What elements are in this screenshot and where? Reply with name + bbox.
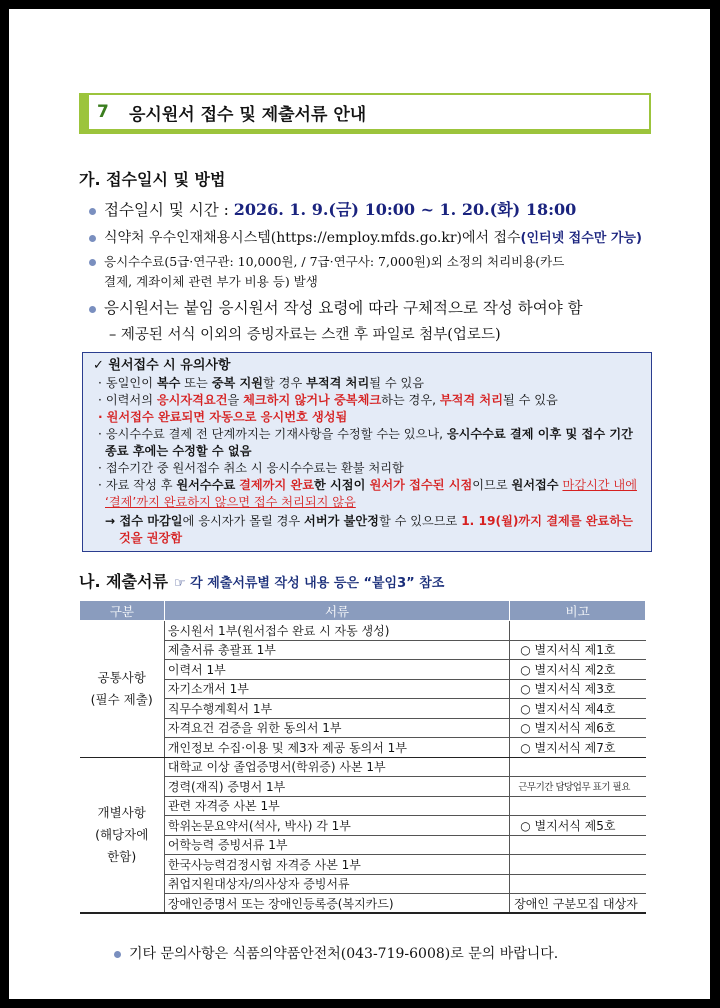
system-note: (인터넷 접수만 가능): [520, 231, 642, 246]
system-text: 식약처 우수인재채용시스템(https://employ.mfds.go.kr)에서 접수: [104, 230, 521, 246]
document-page: [9, 9, 710, 999]
bullet-dot-icon: [89, 235, 96, 242]
section-header: [79, 93, 651, 134]
part-a-heading: 가. 접수일시 및 방법: [79, 170, 226, 189]
form-text: 응시원서는 붙임 응시원서 작성 요령에 따라 구체적으로 작성 하여야 함: [104, 299, 583, 317]
datetime-label: 접수일시 및 시간 :: [104, 201, 234, 219]
evidence-line: – 제공된 서식 이외의 증빙자료는 스캔 후 파일로 첨부(업로드): [109, 327, 501, 343]
header-note: 비고: [510, 601, 646, 621]
notice-title: ✓ 원서접수 시 유의사항: [93, 358, 231, 373]
table-row: 공통사항 (필수 제출) 응시원서 1부(원서접수 완료 시 자동 생성): [80, 621, 646, 641]
table-row: 취업지원대상자/의사상자 증빙서류: [80, 874, 646, 894]
section-title: 응시원서 접수 및 제출서류 안내: [129, 104, 367, 125]
datetime-value: 2026. 1. 9.(금) 10:00 ~ 1. 20.(화) 18:00: [233, 200, 577, 219]
table-row: 관련 자격증 사본 1부: [80, 796, 646, 816]
bullet-fee: [89, 252, 659, 292]
bullet-dot-icon: [89, 259, 96, 266]
table-row: 개인정보 수집·이용 및 제3자 제공 동의서 1부 ○ 별지서식 제7호: [80, 738, 646, 758]
contact-text: 기타 문의사항은 식품의약품안전처(043-719-6008)로 문의 바랍니다.: [129, 946, 559, 962]
bullet-dot-icon: [89, 306, 96, 313]
notice-line-2: · 이력서의 응시자격요건을 체크하지 않거나 중복체크하는 경우, 부적격 처리될 수 있음: [93, 392, 643, 409]
fee-line-1: 응시수수료(5급·연구관: 10,000원, / 7급·연구사: 7,000원)외 소정의 처리비용(카드: [104, 254, 565, 269]
table-row: 개별사항 (해당자에 한함) 대학교 이상 졸업증명서(학위증) 사본 1부: [80, 757, 646, 777]
table-row: 한국사능력검정시험 자격증 사본 1부: [80, 855, 646, 875]
notice-box: [82, 352, 652, 552]
bullet-form: [89, 296, 583, 318]
bullet-dot-icon: [89, 208, 96, 215]
table-row: 학위논문요약서(석사, 박사) 각 1부 ○ 별지서식 제5호: [80, 816, 646, 836]
notice-line-4: · 응시수수료 결제 전 단계까지는 기재사항을 수정할 수는 있으나, 응시수수료 결제 이후 및 접수 기간 종료 후에는 수정할 수 없음: [93, 426, 643, 460]
documents-table: [79, 600, 646, 914]
table-row: 자기소개서 1부 ○ 별지서식 제3호: [80, 679, 646, 699]
table-row: 어학능력 증빙서류 1부: [80, 835, 646, 855]
table-row: 장애인증명서 또는 장애인등록증(복지카드) 장애인 구분모집 대상자: [80, 894, 646, 914]
group-individual-label: 개별사항 (해당자에 한함): [80, 757, 165, 913]
bullet-datetime: [89, 197, 576, 220]
header-category: 구분: [80, 601, 165, 621]
notice-line-1: · 동일인이 복수 또는 중복 지원할 경우 부적격 처리될 수 있음: [93, 375, 643, 392]
part-b-note: ☞ 각 제출서류별 작성 내용 등은 “붙임3” 참조: [173, 576, 445, 591]
table-header-row: [80, 601, 646, 621]
fee-line-2: 결제, 계좌이체 관련 부가 비용 등) 발생: [104, 274, 318, 289]
notice-line-3: · 원서접수 완료되면 자동으로 응시번호 생성됨: [93, 409, 643, 426]
part-b-heading: [79, 569, 444, 592]
bullet-system: [89, 227, 642, 247]
table-row: 이력서 1부 ○ 별지서식 제2호: [80, 660, 646, 680]
group-common-label: 공통사항 (필수 제출): [80, 621, 165, 758]
table-row: 직무수행계획서 1부 ○ 별지서식 제4호: [80, 699, 646, 719]
notice-line-6: · 자료 작성 후 원서수수료 결제까지 완료한 시점이 원서가 접수된 시점이므로 원서접수 마감시간 내에 ‘결제’까지 완료하지 않으면 접수 처리되지 않음: [93, 477, 643, 511]
bullet-dot-icon: [114, 951, 121, 958]
table-row: 경력(재직) 증명서 1부 근무기간 담당업무 표기 필요: [80, 777, 646, 797]
contact-line: [114, 943, 558, 963]
section-number: 7: [97, 102, 109, 122]
table-row: 자격요건 검증을 위한 동의서 1부 ○ 별지서식 제6호: [80, 718, 646, 738]
notice-arrow-line: → 접수 마감일에 응시자가 몰릴 경우 서버가 불안정할 수 있으므로 1. 19(월)까지 결제를 완료하는 것을 권장함: [105, 514, 633, 545]
part-b-title: 나. 제출서류: [79, 572, 168, 591]
notice-line-5: · 접수기간 중 원서접수 취소 시 응시수수료는 환불 처리함: [93, 460, 643, 477]
header-document: 서류: [164, 601, 509, 621]
table-row: 제출서류 총괄표 1부 ○ 별지서식 제1호: [80, 640, 646, 660]
